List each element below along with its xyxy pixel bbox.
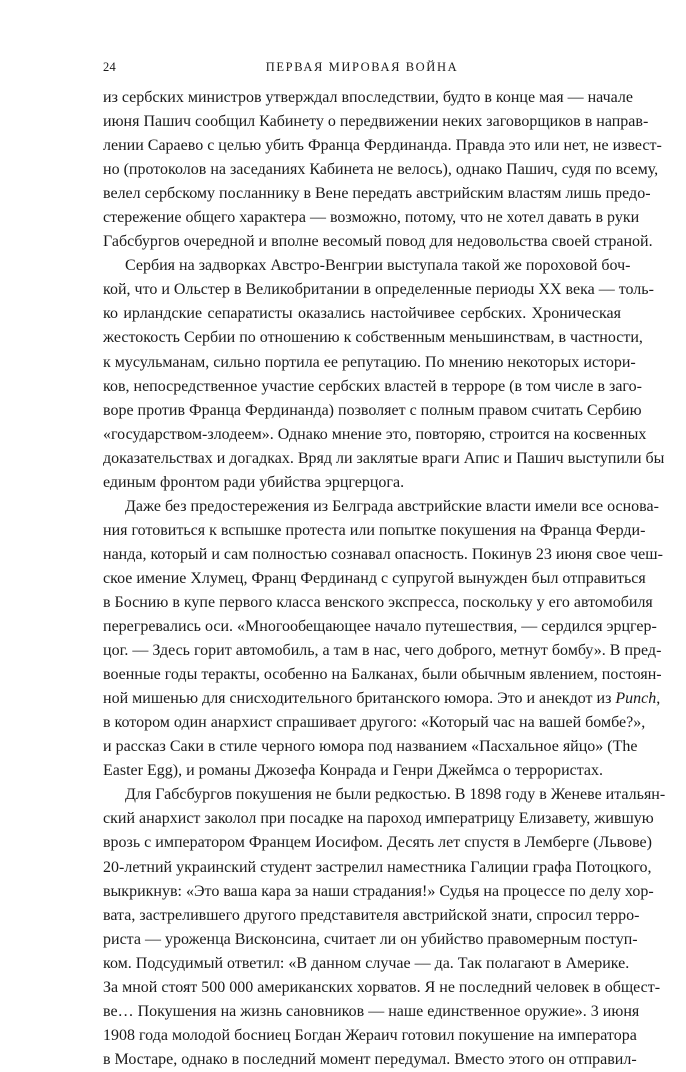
text-line: к мусульманам, сильно портила ее репутацию. По мнению некоторых истори- bbox=[103, 353, 636, 371]
text-line: Easter Egg), и романы Джозефа Конрада и Генри Джеймса о террористах. bbox=[103, 762, 604, 780]
text-line: жестокость Сербии по отношению к собственным меньшинствам, в частности, bbox=[103, 329, 643, 347]
text-line: цог. — Здесь горит автомобиль, а там в нас, чего доброго, метнут бомбу». В пред- bbox=[103, 642, 662, 660]
text-line: велел сербскому посланнику в Вене передать австрийским властям лишь предо- bbox=[103, 185, 651, 203]
text-line: риста — уроженца Висконсина, считает ли он убийство правомерным поступ- bbox=[103, 930, 638, 948]
text-line: ский анархист заколол при посадке на пароход императрицу Елизавету, жившую bbox=[103, 810, 654, 828]
text-line: Даже без предостережения из Белграда австрийские власти имели все основа- bbox=[125, 497, 659, 515]
text-line: воре против Франца Фердинанда) позволяет с полным правом считать Сербию bbox=[103, 401, 642, 419]
page-header bbox=[103, 60, 621, 80]
text-line: и рассказ Саки в стиле черного юмора под названием «Пасхальное яйцо» (The bbox=[103, 738, 638, 756]
text-line: Для Габсбургов покушения не были редкостью. В 1898 году в Женеве итальян- bbox=[125, 786, 666, 804]
text-line: из сербских министров утверждал впоследствии, будто в конце мая — начале bbox=[103, 89, 633, 106]
page-number: 24 bbox=[103, 60, 117, 74]
text-line: но (протоколов на заседаниях Кабинета не велось), однако Пашич, судя по всему, bbox=[103, 161, 659, 179]
text-line: ков, непосредственное участие сербских властей в терроре (в том числе в заго- bbox=[103, 377, 642, 395]
text-line: «государством-злодеем». Однако мнение это, повторяю, строится на косвенных bbox=[103, 425, 647, 443]
text-line: ве… Покушения на жизнь сановников — наше единственное оружие». 3 июня bbox=[103, 1002, 640, 1020]
text-line: 1908 года молодой босниец Богдан Жераич готовил покушение на императора bbox=[103, 1026, 637, 1044]
text-line: Габсбургов очередной и вполне весомый повод для недовольства своей страной. bbox=[103, 233, 653, 251]
text-line: в котором один анархист спрашивает другого: «Который час на вашей бомбе?», bbox=[103, 714, 646, 732]
text-line: июня Пашич сообщил Кабинету о передвижении неких заговорщиков в направ- bbox=[103, 113, 649, 131]
text-line: лении Сараево с целью убить Франца Фердинанда. Правда это или нет, не извест- bbox=[103, 137, 662, 155]
text-line: врозь с императором Францем Иосифом. Десять лет спустя в Лемберге (Львове) bbox=[103, 834, 652, 852]
text-line: вата, застрелившего другого представителя австрийской знати, спросил терро- bbox=[103, 906, 640, 924]
text-line: ной мишенью для снисходительного британского юмора. Это и анекдот из Punch, bbox=[103, 690, 661, 708]
text-line: доказательствах и догадках. Вряд ли заклятые враги Апис и Пашич выступили бы bbox=[103, 449, 665, 467]
text-line: 20-летний украинский студент застрелил наместника Галиции графа Потоцкого, bbox=[103, 858, 652, 876]
text-line: кой, что и Ольстер в Великобритании в определенные периоды XX века — толь- bbox=[103, 281, 654, 299]
text-line: За мной стоят 500 000 американских хорватов. Я не последний человек в общест- bbox=[103, 978, 661, 996]
text-line: военные годы теракты, особенно на Балканах, были обычным явлением, постоян- bbox=[103, 666, 662, 684]
text-line: стережение общего характера — возможно, потому, что не хотел давать в руки bbox=[103, 209, 640, 227]
magazine-title: Punch bbox=[615, 690, 657, 708]
text-line: Сербия на задворках Австро-Венгрии выступала такой же пороховой боч- bbox=[125, 257, 631, 275]
text-line: ко ирландские сепаратисты оказались настойчивее сербских. Хроническая bbox=[103, 305, 621, 323]
text-line: в Мостаре, однако в последний момент передумал. Вместо этого он отправил- bbox=[103, 1050, 637, 1068]
text-line: ния готовиться к вспышке протеста или попытке покушения на Франца Ферди- bbox=[103, 521, 646, 539]
running-title: ПЕРВАЯ МИРОВАЯ ВОЙНА bbox=[265, 60, 459, 74]
text-line: единым фронтом ради убийства эрцгерцога. bbox=[103, 473, 405, 491]
body-text bbox=[103, 86, 666, 1072]
text-line: ком. Подсудимый ответил: «В данном случае — да. Так полагают в Америке. bbox=[103, 954, 630, 972]
text-line: нанда, который и сам полностью сознавал опасность. Покинув 23 июня свое чеш- bbox=[103, 545, 663, 563]
text-line: ское имение Хлумец, Франц Фердинанд с супругой вынужден был отправиться bbox=[103, 569, 646, 587]
text-line: перегревались оси. «Многообещающее начало путешествия, — сердился эрцгер- bbox=[103, 618, 657, 636]
text-line: в Боснию в купе первого класса венского экспресса, поскольку у его автомобиля bbox=[103, 593, 653, 611]
text-line: выкрикнув: «Это ваша кара за наши страдания!» Судья на процессе по делу хор- bbox=[103, 882, 654, 900]
